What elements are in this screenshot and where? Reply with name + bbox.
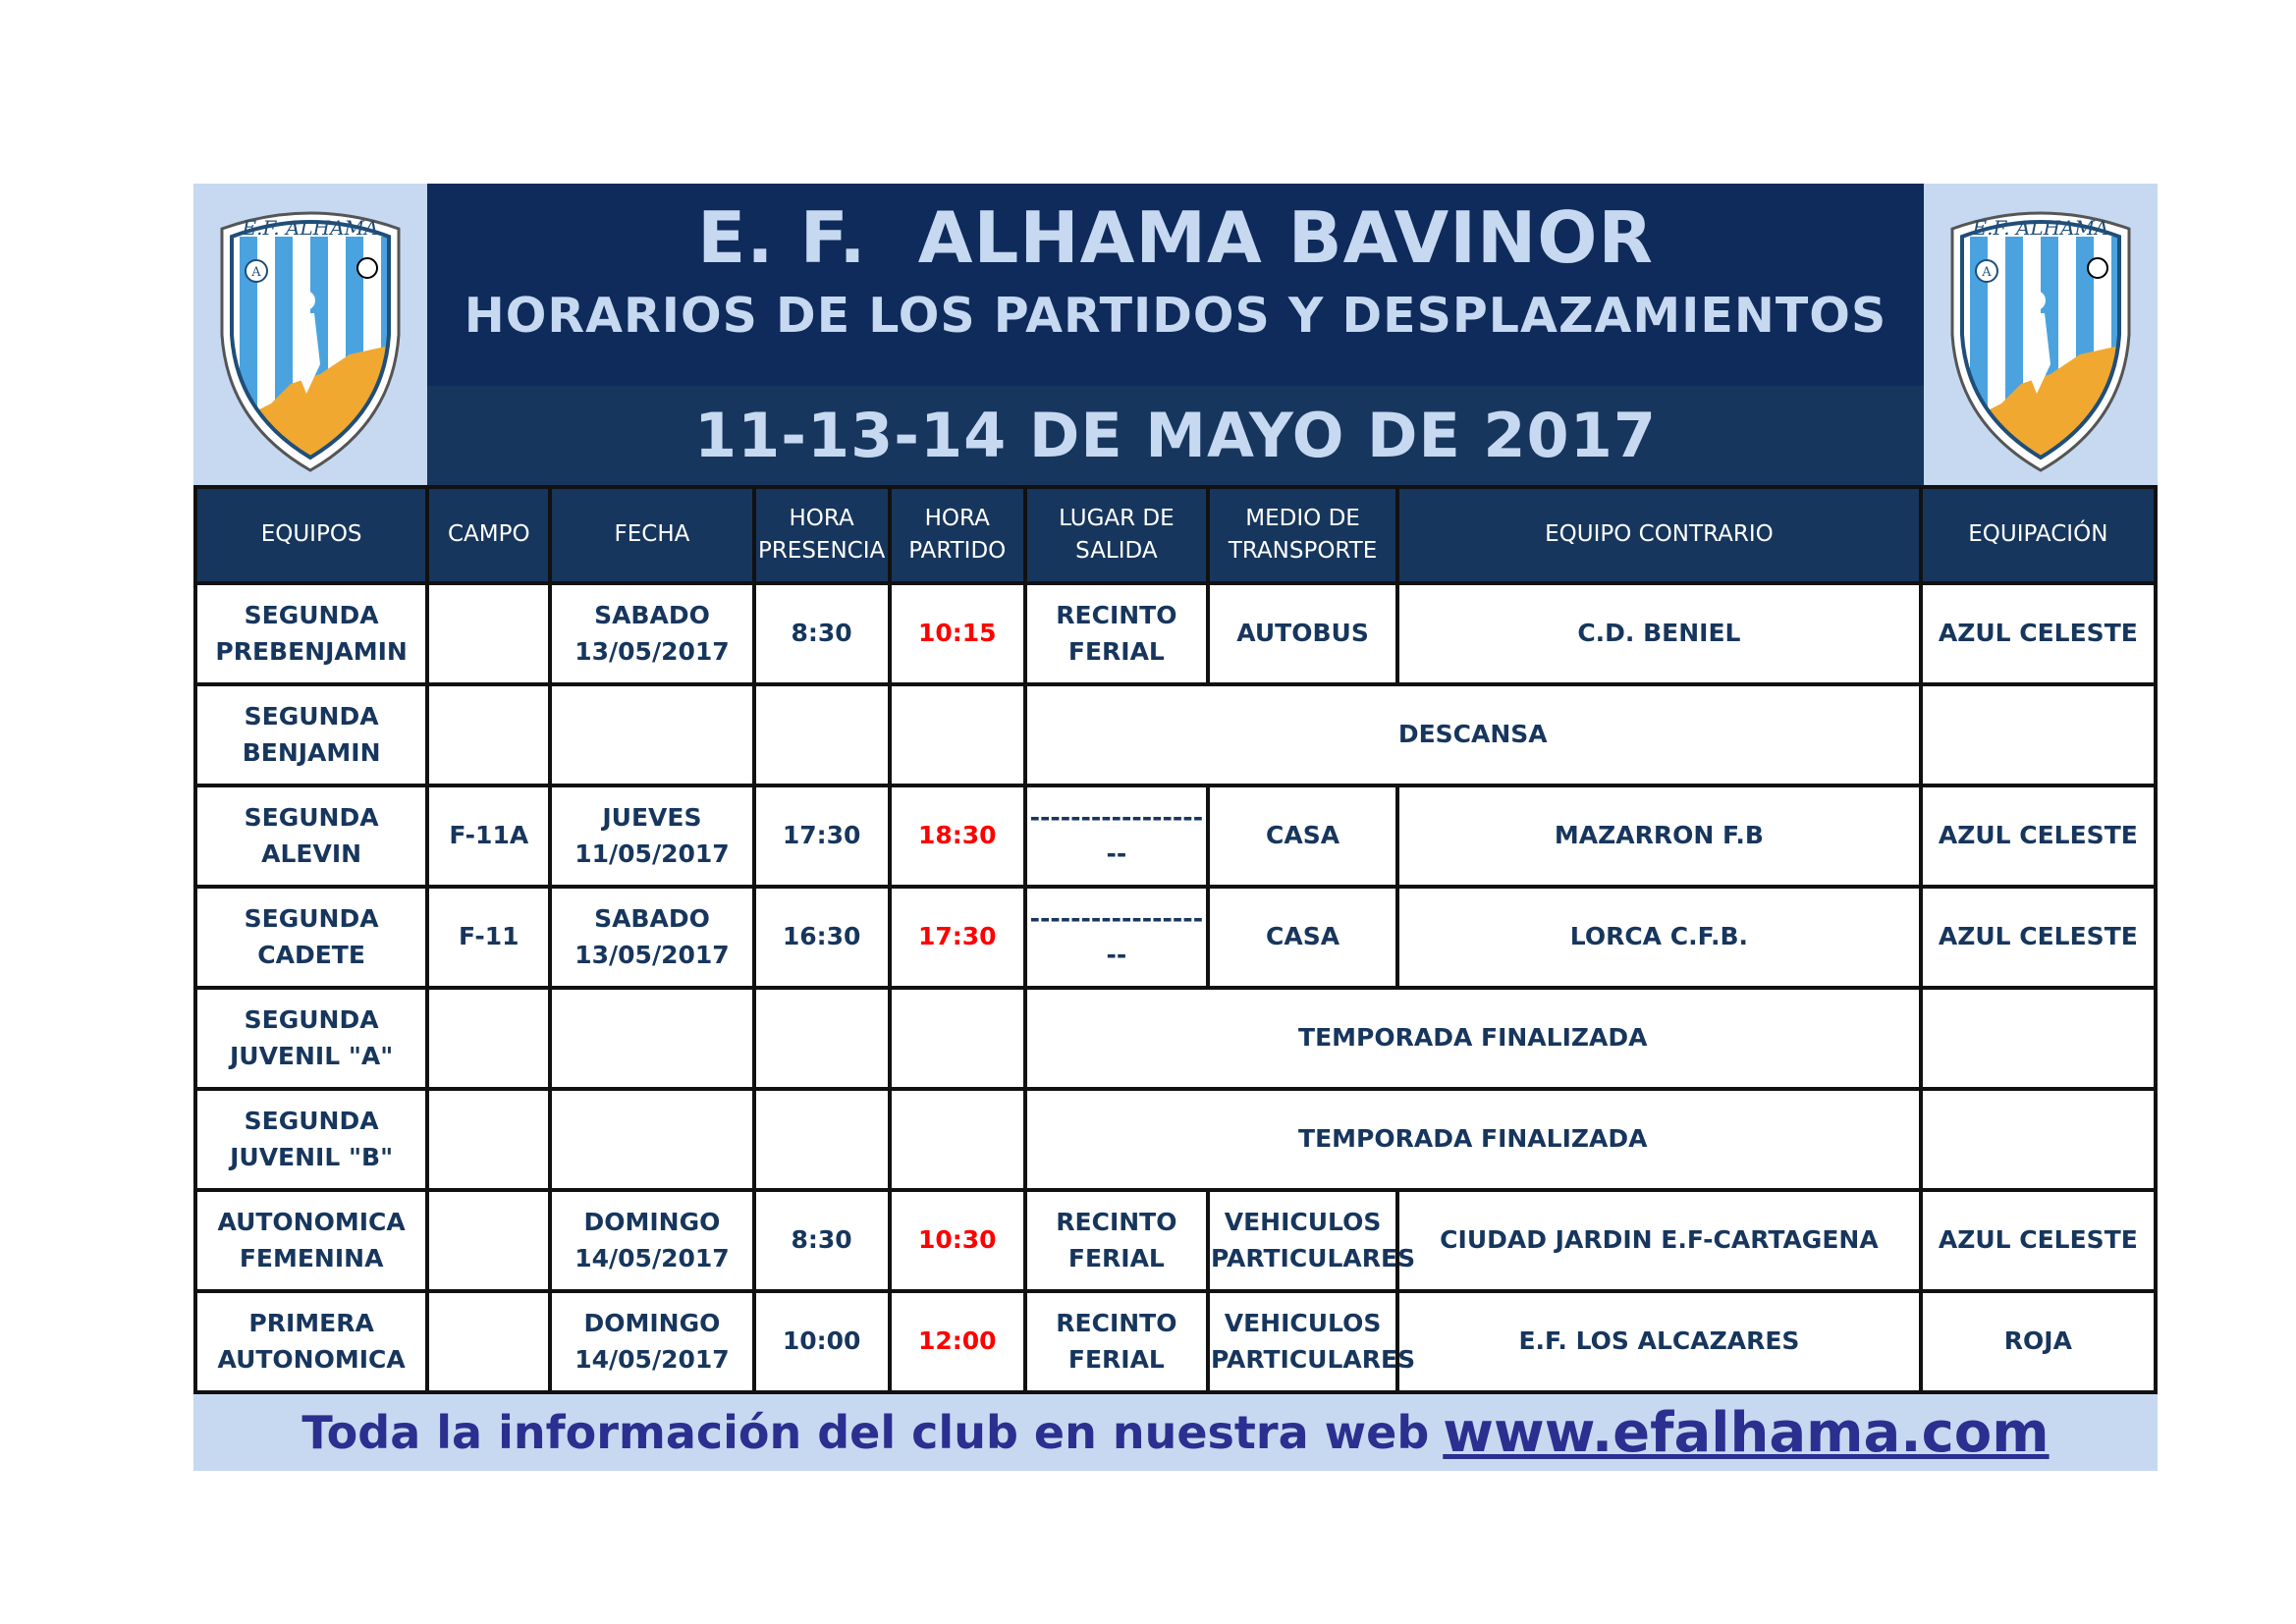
cell-equipo: AUTONOMICA FEMENINA	[197, 1192, 425, 1289]
cell-equipo-contrario: MAZARRON F.B	[1399, 787, 1919, 885]
cell-equipo: SEGUNDA BENJAMIN	[197, 686, 425, 784]
cell-medio-transporte: CASA	[1210, 889, 1395, 986]
table-row	[197, 686, 2154, 784]
col-header-fecha: FECHA	[552, 489, 751, 581]
cell-equipo-contrario: LORCA C.F.B.	[1399, 889, 1919, 986]
cell-campo	[429, 1293, 548, 1390]
cell-equipo: SEGUNDA JUVENIL "B"	[197, 1091, 425, 1188]
cell-hora-presencia: 8:30	[756, 1192, 888, 1289]
cell-status: DESCANSA	[1027, 686, 1919, 784]
cell-campo	[429, 1192, 548, 1289]
svg-text:A: A	[1982, 264, 1992, 280]
cell-equipo-contrario: C.D. BENIEL	[1399, 585, 1919, 682]
col-header-campo: CAMPO	[429, 489, 548, 581]
cell-status: TEMPORADA FINALIZADA	[1027, 990, 1919, 1087]
cell-equipo-contrario: E.F. LOS ALCAZARES	[1399, 1293, 1919, 1390]
svg-text:E.F. ALHAMA: E.F. ALHAMA	[242, 215, 379, 240]
cell-campo: F-11	[429, 889, 548, 986]
cell-lugar-salida: -------------------	[1027, 889, 1206, 986]
cell-hora-partido: 17:30	[892, 889, 1023, 986]
cell-hora-presencia	[756, 990, 888, 1087]
col-header-medio-transporte: MEDIO DE TRANSPORTE	[1210, 489, 1395, 581]
cell-equipacion	[1923, 990, 2154, 1087]
cell-fecha: JUEVES 11/05/2017	[552, 787, 751, 885]
cell-status: TEMPORADA FINALIZADA	[1027, 1091, 1919, 1188]
svg-text:A: A	[251, 264, 261, 280]
col-header-hora-partido: HORA PARTIDO	[892, 489, 1023, 581]
cell-hora-partido	[892, 990, 1023, 1087]
page-subtitle: HORARIOS DE LOS PARTIDOS Y DESPLAZAMIENTOS	[464, 288, 1887, 345]
cell-hora-presencia	[756, 686, 888, 784]
cell-equipacion: ROJA	[1923, 1293, 2154, 1390]
table-row	[197, 990, 2154, 1087]
cell-hora-partido: 10:15	[892, 585, 1023, 682]
col-header-equipos: EQUIPOS	[197, 489, 425, 581]
cell-fecha: SABADO 13/05/2017	[552, 585, 751, 682]
header-banner	[193, 184, 2158, 485]
footer-banner	[193, 1394, 2158, 1471]
cell-medio-transporte: VEHICULOS PARTICULARES	[1210, 1293, 1395, 1390]
svg-text:E.F. ALHAMA: E.F. ALHAMA	[1972, 215, 2109, 240]
table-row	[197, 585, 2154, 682]
date-range: 11-13-14 DE MAYO DE 2017	[694, 400, 1657, 471]
cell-equipacion	[1923, 1091, 2154, 1188]
cell-equipacion: AZUL CELESTE	[1923, 585, 2154, 682]
footer-text: Toda la información del club en nuestra web	[301, 1406, 1430, 1459]
col-header-lugar-salida: LUGAR DE SALIDA	[1027, 489, 1206, 581]
cell-lugar-salida: RECINTO FERIAL	[1027, 585, 1206, 682]
cell-equipo: SEGUNDA ALEVIN	[197, 787, 425, 885]
cell-medio-transporte: VEHICULOS PARTICULARES	[1210, 1192, 1395, 1289]
cell-lugar-salida: -------------------	[1027, 787, 1206, 885]
cell-campo	[429, 585, 548, 682]
cell-medio-transporte: CASA	[1210, 787, 1395, 885]
cell-fecha	[552, 1091, 751, 1188]
cell-fecha: SABADO 13/05/2017	[552, 889, 751, 986]
cell-equipo: SEGUNDA JUVENIL "A"	[197, 990, 425, 1087]
cell-lugar-salida: RECINTO FERIAL	[1027, 1192, 1206, 1289]
cell-equipo: PRIMERA AUTONOMICA	[197, 1293, 425, 1390]
title-block	[427, 184, 1924, 485]
schedule-sheet	[193, 184, 2158, 1471]
crest-icon	[1942, 197, 2139, 472]
cell-medio-transporte: AUTOBUS	[1210, 585, 1395, 682]
cell-equipo: SEGUNDA CADETE	[197, 889, 425, 986]
crest-icon	[212, 197, 409, 472]
cell-equipacion	[1923, 686, 2154, 784]
table-row	[197, 1192, 2154, 1289]
cell-hora-presencia: 10:00	[756, 1293, 888, 1390]
cell-hora-partido	[892, 686, 1023, 784]
cell-equipacion: AZUL CELESTE	[1923, 889, 2154, 986]
table-row	[197, 1091, 2154, 1188]
cell-equipacion: AZUL CELESTE	[1923, 787, 2154, 885]
cell-hora-partido: 18:30	[892, 787, 1023, 885]
club-name: E. F. ALHAMA BAVINOR	[697, 196, 1654, 279]
title-top	[427, 184, 1924, 386]
cell-lugar-salida: RECINTO FERIAL	[1027, 1293, 1206, 1390]
cell-fecha	[552, 990, 751, 1087]
cell-fecha: DOMINGO 14/05/2017	[552, 1293, 751, 1390]
table-header-row	[197, 489, 2154, 581]
table-row	[197, 1293, 2154, 1390]
table-row	[197, 787, 2154, 885]
cell-hora-presencia: 8:30	[756, 585, 888, 682]
schedule-table	[193, 485, 2158, 1394]
cell-hora-partido: 12:00	[892, 1293, 1023, 1390]
cell-campo	[429, 686, 548, 784]
cell-campo: F-11A	[429, 787, 548, 885]
club-crest-left	[193, 184, 427, 485]
cell-equipo-contrario: CIUDAD JARDIN E.F-CARTAGENA	[1399, 1192, 1919, 1289]
cell-hora-presencia: 16:30	[756, 889, 888, 986]
club-crest-right	[1924, 184, 2158, 485]
website-link[interactable]: www.efalhama.com	[1443, 1400, 2050, 1465]
col-header-equipo-contrario: EQUIPO CONTRARIO	[1399, 489, 1919, 581]
col-header-hora-presencia: HORA PRESENCIA	[756, 489, 888, 581]
cell-fecha	[552, 686, 751, 784]
cell-campo	[429, 1091, 548, 1188]
cell-fecha: DOMINGO 14/05/2017	[552, 1192, 751, 1289]
cell-equipacion: AZUL CELESTE	[1923, 1192, 2154, 1289]
cell-hora-partido	[892, 1091, 1023, 1188]
col-header-equipacion: EQUIPACIÓN	[1923, 489, 2154, 581]
date-band	[427, 386, 1924, 485]
cell-equipo: SEGUNDA PREBENJAMIN	[197, 585, 425, 682]
table-row	[197, 889, 2154, 986]
cell-hora-partido: 10:30	[892, 1192, 1023, 1289]
cell-hora-presencia: 17:30	[756, 787, 888, 885]
cell-campo	[429, 990, 548, 1087]
cell-hora-presencia	[756, 1091, 888, 1188]
